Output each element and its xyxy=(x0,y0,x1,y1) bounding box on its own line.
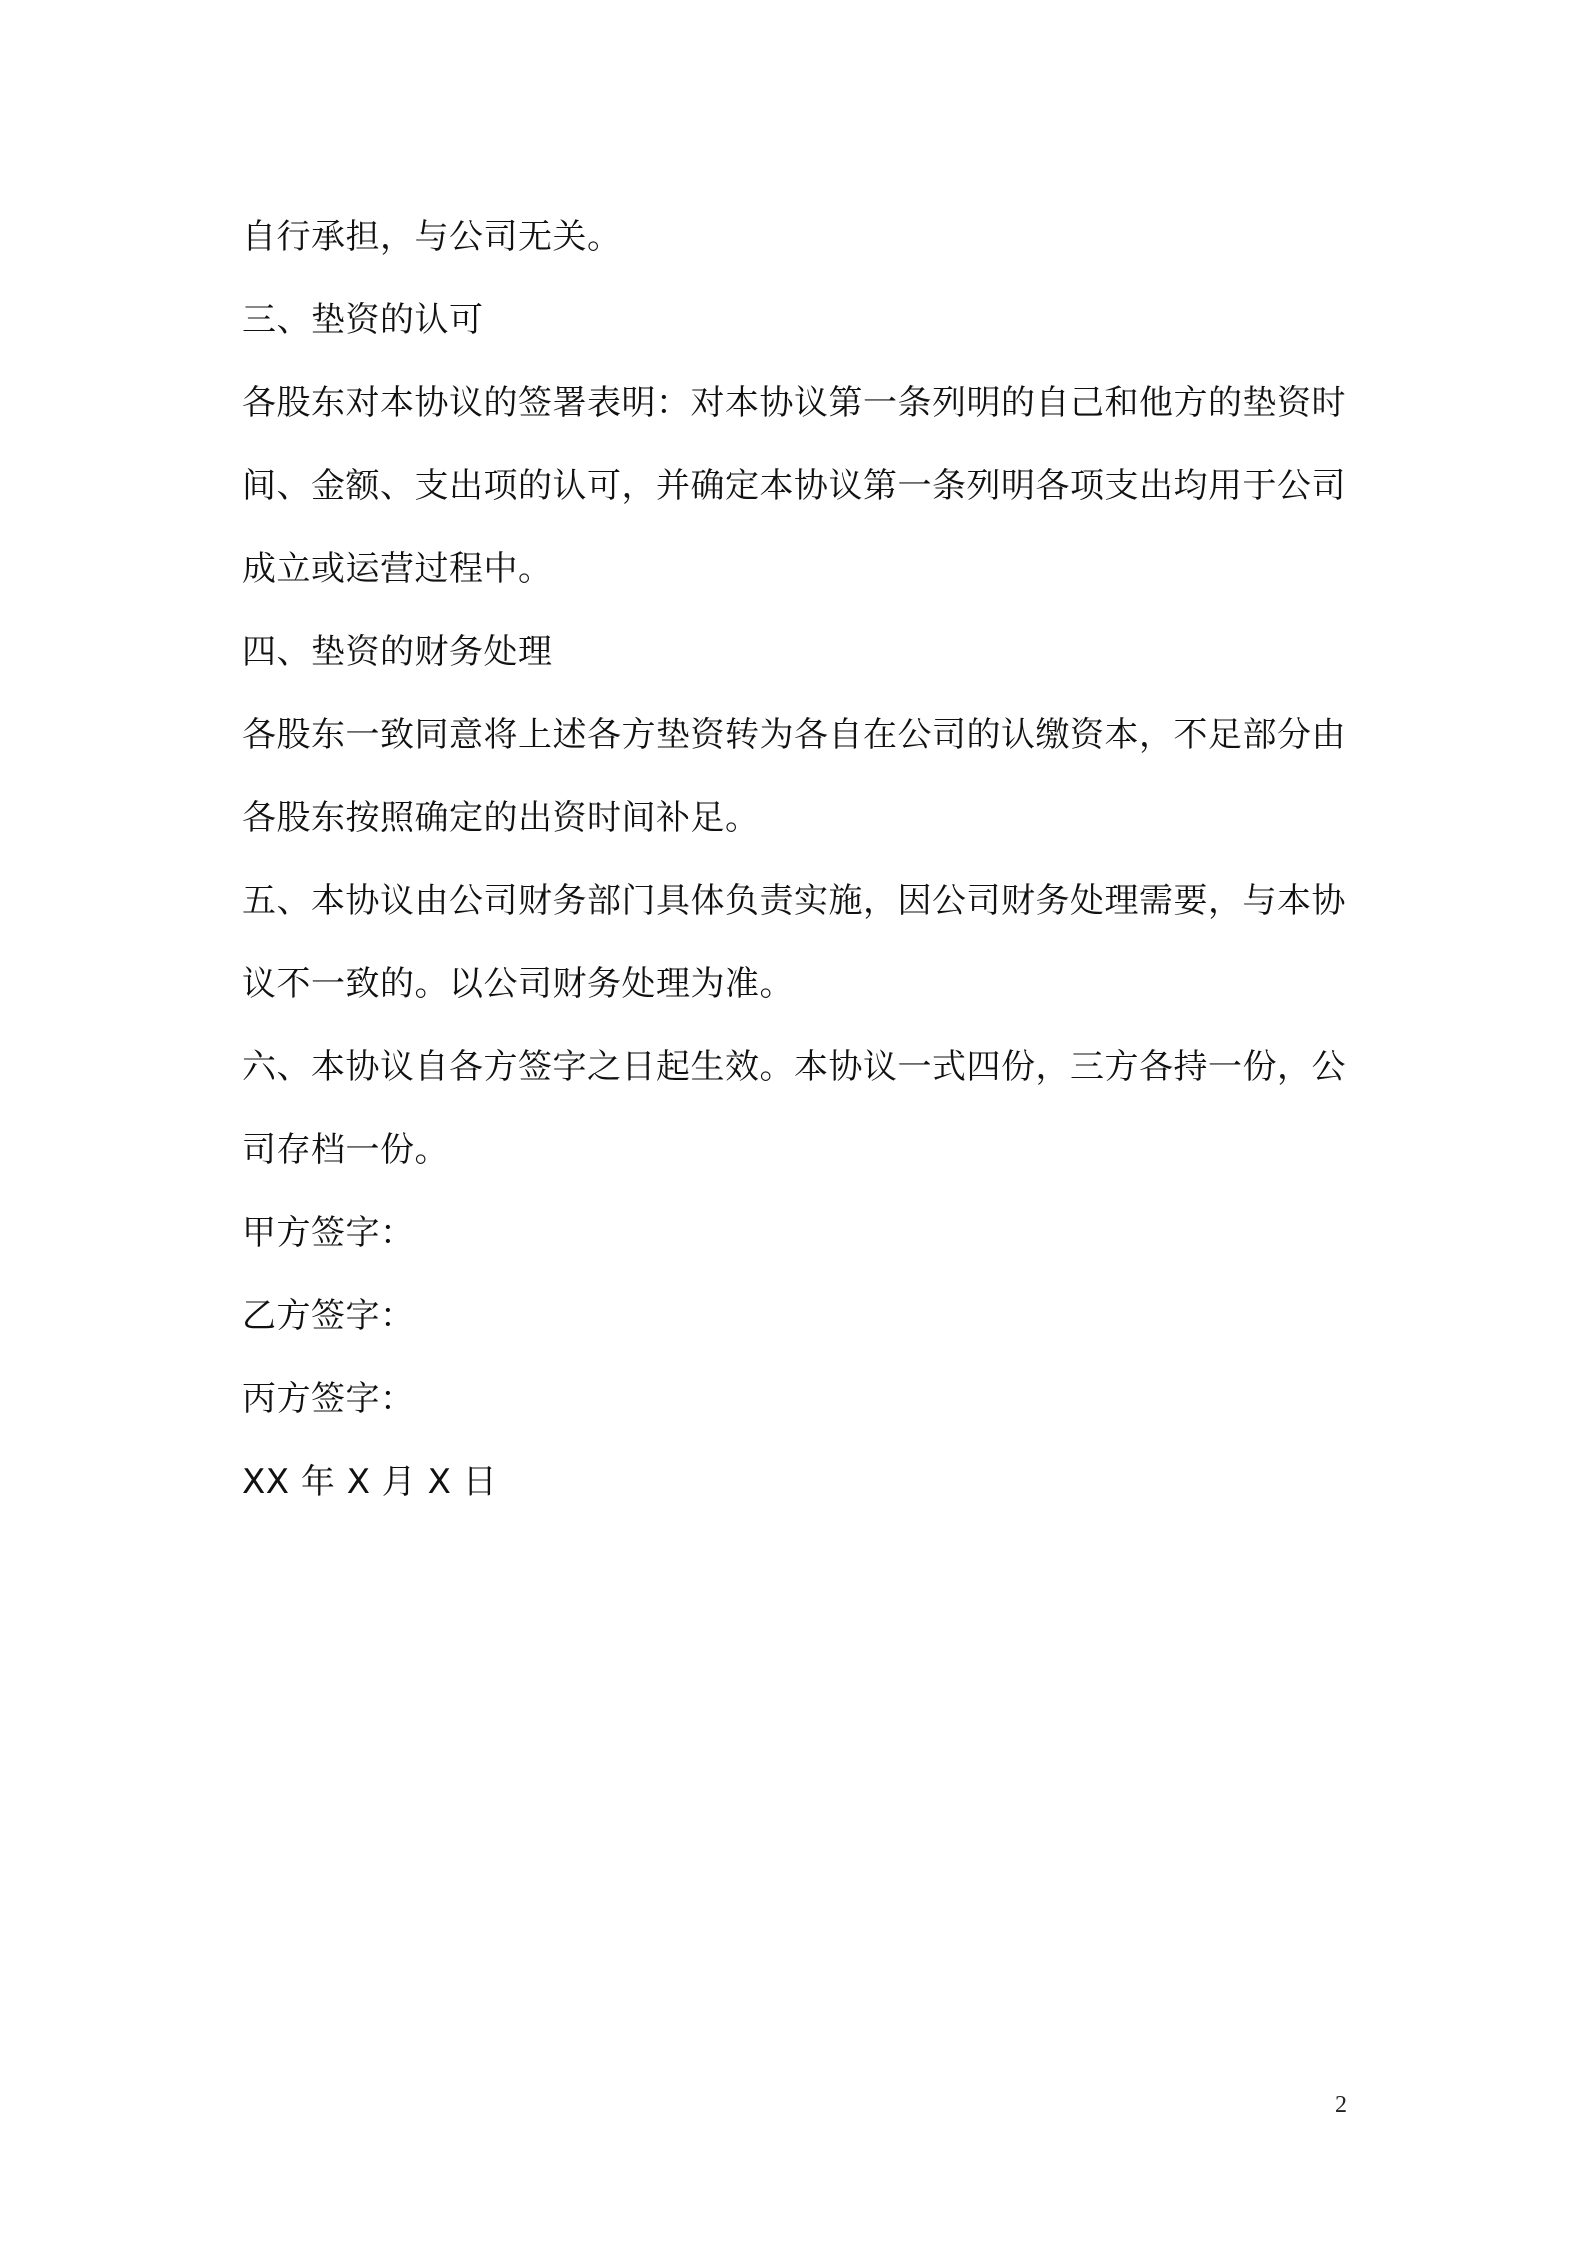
signature-party-c: 丙方签字： xyxy=(242,1379,415,1419)
heading-section-3: 三、垫资的认可 xyxy=(242,300,484,340)
signature-party-b: 乙方签字： xyxy=(242,1296,415,1336)
paragraph-section-4: 各股东一致同意将上述各方垫资转为各自在公司的认缴资本，不足部分由各股东按照确定的出资时间补足。 xyxy=(242,715,1346,838)
paragraph-section-3: 各股东对本协议的签署表明：对本协议第一条列明的自己和他方的垫资时间、金额、支出项的认可，并确定本协议第一条列明各项支出均用于公司成立或运营过程中。 xyxy=(242,383,1346,589)
heading-section-4: 四、垫资的财务处理 xyxy=(242,632,553,672)
paragraph-liability-end: 自行承担，与公司无关。 xyxy=(242,217,622,257)
document-body xyxy=(242,196,1362,1524)
paragraph-section-6: 六、本协议自各方签字之日起生效。本协议一式四份，三方各持一份，公司存档一份。 xyxy=(242,1047,1346,1170)
paragraph-section-5: 五、本协议由公司财务部门具体负责实施，因公司财务处理需要，与本协议不一致的。以公司财务处理为准。 xyxy=(242,881,1346,1004)
date-line: XX 年 X 月 X 日 xyxy=(242,1462,498,1502)
page-number: 2 xyxy=(1335,2092,1347,2118)
signature-party-a: 甲方签字： xyxy=(242,1213,415,1253)
